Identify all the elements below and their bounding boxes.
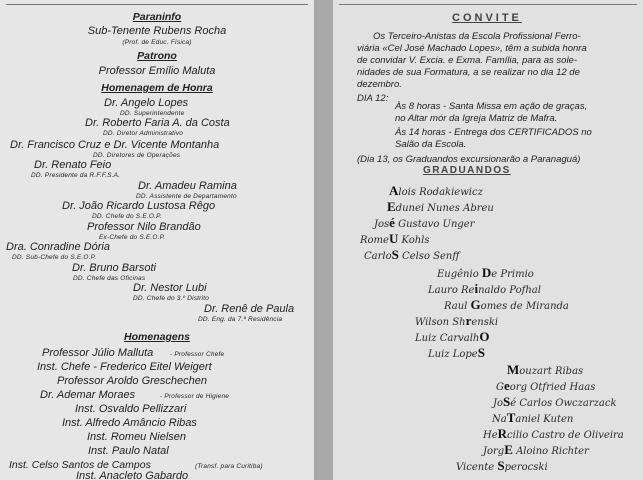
acrostic-letter: D (481, 265, 492, 280)
eight-line: no Altar mór da Igreja Matriz de Mafra. (395, 113, 558, 124)
honra-sub: DD. Chefe do 3.º Distrito (133, 295, 210, 302)
intro-line: nidades de sua Formatura, a se realizar no dia 12 de (357, 67, 580, 78)
honra-sub: DD. Presidente da R.F.F.S.A. (31, 172, 121, 179)
intro-line: de convidar V. Excia. e Exma. Família, para as sole- (357, 55, 577, 66)
dia13-note: (Dia 13, os Graduandos excursionarão a Paranaguá) (357, 154, 581, 165)
graduando: Georg Otfried Haas (496, 378, 596, 393)
convite-heading: CONVITE (452, 12, 522, 24)
patrono-name: Professor Emílio Maluta (98, 65, 216, 77)
homenagem-honra-heading: Homenagem de Honra (101, 82, 213, 94)
acrostic-letter: M (507, 362, 520, 377)
honra-name: Dr. Francisco Cruz e Dr. Vicente Montanha (10, 139, 220, 151)
acrostic-letter: S (503, 394, 511, 409)
graduando: JorgE Aloino Richter (483, 442, 589, 457)
fourteen-line: Às 14 horas - Entrega dos CERTIFICADOS no (395, 127, 592, 138)
paraninfo-name: Sub-Tenente Rubens Rocha (87, 25, 227, 37)
graduando: Wilson Shrenski (415, 313, 499, 328)
intro-line: viária «Cel José Machado Lopes», têm a subida honra (357, 43, 587, 54)
eight-line: Às 8 horas - Santa Missa em ação de graças, (395, 101, 588, 112)
homenagens-name: Inst. Celso Santos de Campos (9, 459, 151, 471)
acrostic-letter: i (474, 281, 479, 296)
graduando: Lauro Reinaldo Pofhal (428, 281, 541, 296)
acrostic-letter: S (497, 458, 505, 473)
graduando: JoSé Carlos Owczarzack (493, 394, 617, 409)
honra-name: Dr. Angelo Lopes (104, 97, 189, 109)
acrostic-letter: e (504, 378, 510, 393)
acrostic-letter: A (389, 183, 399, 198)
homenagens-name: Inst. Alfredo Amâncio Ribas (62, 417, 197, 429)
acrostic-letter: E (504, 442, 513, 457)
honra-name: Dr. Amadeu Ramina (138, 180, 237, 192)
graduando: Alois Rodakiewicz (389, 183, 483, 198)
graduando: José Gustavo Unger (374, 215, 475, 230)
top-rule (339, 4, 637, 5)
acrostic-letter: R (497, 426, 508, 441)
acrostic-letter: E (387, 199, 396, 214)
right-panel (333, 0, 643, 480)
honra-sub: DD. Chefe do S.E.O.P. (92, 213, 162, 220)
acrostic-letter: é (389, 215, 395, 230)
graduando: NaTaniel Kuten (492, 410, 574, 425)
homenagens-name: Dr. Ademar Moraes (40, 389, 136, 401)
acrostic-letter: O (479, 329, 490, 344)
honra-name: Dr. Nestor Lubi (133, 282, 207, 294)
graduando: HeRcilio Castro de Oliveira (483, 426, 624, 441)
honra-sub: DD. Sub-Chefe do S.E.O.P. (12, 254, 97, 261)
honra-name: Dra. Conradine Dória (6, 241, 110, 253)
fourteen-line: Salão da Escola. (395, 139, 467, 150)
intro-line: Os Terceiro-Anistas da Escola Profissional Ferro- (373, 31, 581, 42)
honra-name: Dr. Roberto Faria A. da Costa (85, 117, 230, 129)
homenagens-name: Professor Aroldo Greschechen (57, 375, 207, 387)
homenagens-sub: - Professor de Higiene (160, 393, 230, 400)
acrostic-letter: S (391, 247, 399, 262)
honra-sub: DD. Assistente de Departamento (136, 193, 237, 200)
honra-sub: Ex-Chefe do S.E.O.P. (99, 234, 166, 241)
intro-line: dezembro. (357, 79, 402, 90)
honra-sub: DD. Diretores de Operações (93, 152, 181, 159)
homenagens-name: Inst. Romeu Nielsen (87, 431, 187, 443)
homenagens-sub: (Transf. para Curitiba) (195, 463, 263, 470)
honra-name: Dr. João Ricardo Lustosa Rêgo (62, 200, 216, 212)
graduando: Luiz CarvalhO (415, 329, 490, 344)
honra-name: Dr. Renê de Paula (204, 303, 295, 315)
homenagens-sub: - Professor Chefe (170, 351, 225, 358)
honra-sub: DD. Diretor Administrativo (103, 130, 184, 137)
homenagens-name: Inst. Anacleto Gabardo (76, 470, 189, 480)
homenagens-name: Inst. Osvaldo Pellizzari (75, 403, 187, 415)
top-rule (6, 4, 308, 5)
acrostic-letter: U (388, 231, 399, 246)
acrostic-letter: S (477, 345, 485, 360)
honra-sub: DD. Eng. da 7.ª Residência (198, 316, 283, 323)
graduando: Luiz LopeS (428, 345, 485, 360)
homenagens-name: Professor Júlio Mallutа (42, 347, 154, 359)
homenagens-name: Inst. Paulo Natal (88, 445, 169, 457)
page-fold (314, 0, 333, 480)
homenagens-name: Inst. Chefe - Frederico Eitel Weigert (37, 361, 212, 373)
patrono-heading: Patrono (137, 50, 177, 62)
paraninfo-heading: Paraninfo (132, 11, 182, 23)
graduando: Raul Gomes de Miranda (444, 297, 569, 312)
honra-name: Professor Nilo Brandão (87, 221, 201, 233)
graduando: Eugênio De Primio (437, 265, 534, 280)
graduandos-heading: GRADUANDOS (423, 165, 511, 176)
graduando: Mouzart Ribas (507, 362, 584, 377)
paraninfo-sub: (Prof. de Educ. Física) (122, 39, 192, 46)
homenagens-heading: Homenagens (124, 331, 190, 343)
left-panel (0, 0, 314, 480)
honra-name: Dr. Bruno Barsoti (72, 262, 156, 274)
graduando: CarloS Celso Senff (364, 247, 460, 262)
graduando: Vicente Sperocski (456, 458, 548, 473)
honra-sub: DD. Superintendente (120, 110, 185, 117)
acrostic-letter: r (465, 313, 472, 328)
graduando: RomeU Kohls (360, 231, 430, 246)
honra-name: Dr. Renato Feio (34, 159, 112, 171)
acrostic-letter: T (506, 410, 516, 425)
honra-sub: DD. Chefe das Oficinas (73, 275, 146, 282)
acrostic-letter: G (470, 297, 481, 312)
graduando: Edunei Nunes Abreu (387, 199, 494, 214)
dia12-label: DIA 12: (357, 93, 389, 104)
